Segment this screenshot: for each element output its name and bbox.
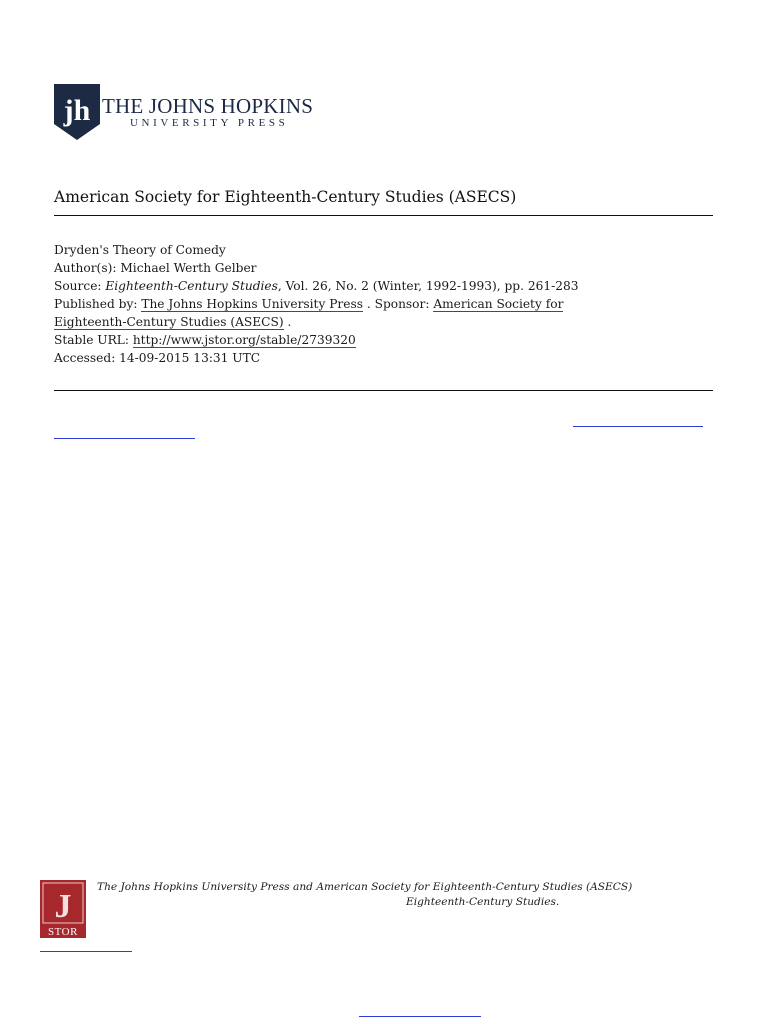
top-divider (54, 215, 713, 216)
stable-url-link[interactable]: http://www.jstor.org/stable/2739320 (132, 333, 356, 347)
logo-title: THE JOHNS HOPKINS (102, 94, 314, 118)
jstor-logo-label: STOR (48, 926, 78, 938)
sponsor-line (54, 313, 694, 331)
jh-shield-icon (54, 84, 100, 140)
published-label: Published by: (54, 297, 138, 311)
article-metadata (54, 241, 694, 367)
published-line (54, 295, 694, 313)
publisher-logo (54, 84, 314, 144)
logo-monogram: jh (63, 94, 91, 127)
bottom-divider (54, 390, 713, 391)
stable-url-line (54, 331, 694, 349)
sponsor-label: . Sponsor: (362, 297, 434, 311)
article-title: Dryden's Theory of Comedy (54, 243, 226, 257)
sponsor-suffix: . (283, 315, 292, 329)
footer-line-1: The Johns Hopkins University Press and American Society for Eighteenth-Century Studies (ASECS) (97, 881, 633, 893)
jstor-link-underline[interactable] (40, 951, 132, 952)
logo-subtitle: UNIVERSITY PRESS (130, 117, 289, 129)
society-heading: American Society for Eighteenth-Century Studies (ASECS) (54, 188, 517, 206)
terms-link-underline-2[interactable] (54, 438, 195, 439)
sponsor-link-part1[interactable]: American Society for (433, 297, 564, 311)
author-name: Michael Werth Gelber (120, 261, 257, 275)
source-details: , Vol. 26, No. 2 (Winter, 1992-1993), pp. 261-283 (277, 279, 579, 293)
accessed-line: Accessed: 14-09-2015 13:31 UTC (54, 351, 261, 365)
source-journal: Eighteenth-Century Studies (105, 279, 278, 293)
bottom-link-underline[interactable] (359, 1016, 481, 1017)
author-line (54, 259, 694, 277)
author-label: Author(s): (54, 261, 117, 275)
footer-line-2: Eighteenth-Century Studies. (406, 896, 560, 908)
jstor-logo-icon (40, 880, 86, 938)
source-line (54, 277, 694, 295)
terms-link-underline[interactable] (573, 426, 703, 427)
sponsor-link-part2[interactable]: Eighteenth-Century Studies (ASECS) (54, 315, 284, 329)
source-label: Source: (54, 279, 102, 293)
footer-text (97, 880, 707, 910)
jstor-logo-letter: J (54, 888, 72, 925)
stable-url-label: Stable URL: (54, 333, 129, 347)
publisher-link[interactable]: The Johns Hopkins University Press (141, 297, 363, 311)
